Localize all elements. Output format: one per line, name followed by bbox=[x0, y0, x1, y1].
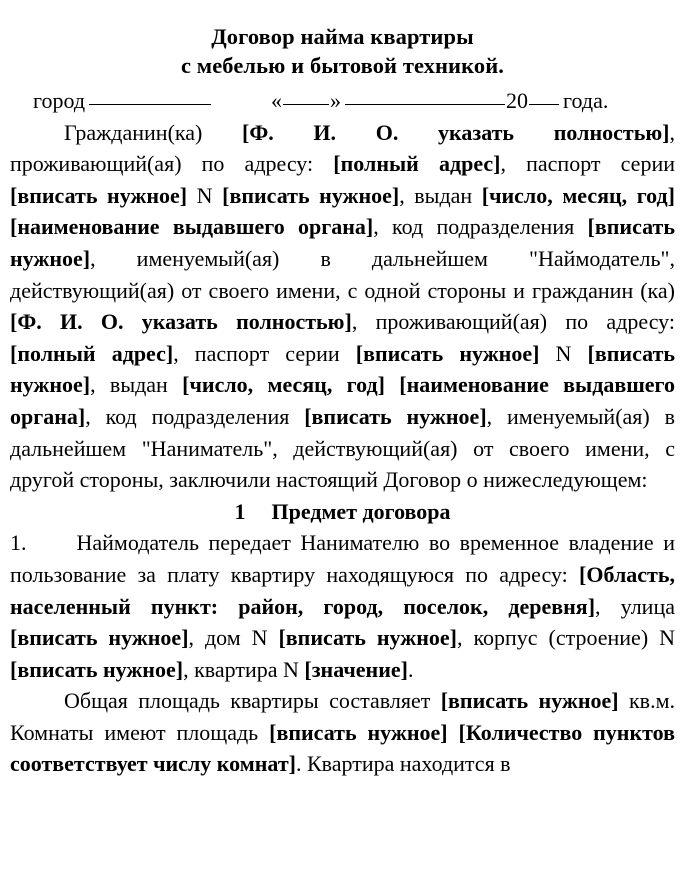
text-segment: , именуемый(ая) в дальнейшем "Наниматель", действующий(ая) от своего имени, с другой стороны, заключили настоящий Договор о нижеследующем: bbox=[10, 403, 675, 493]
document-title bbox=[10, 22, 675, 80]
year-suffix: года. bbox=[563, 88, 609, 113]
text-segment: , паспорт серии bbox=[173, 340, 356, 366]
text-segment: , код подразделения bbox=[373, 214, 588, 240]
quote-open: « bbox=[271, 88, 283, 113]
text-segment: N bbox=[187, 182, 223, 208]
clause-number: 1. bbox=[10, 530, 27, 556]
placeholder-address[interactable]: [полный адрес] bbox=[333, 151, 501, 177]
text-segment: , выдан bbox=[90, 372, 183, 398]
placeholder-total-area[interactable]: [вписать нужное] bbox=[440, 688, 619, 714]
placeholder-passport-number[interactable]: [вписать нужное] bbox=[222, 182, 400, 208]
placeholder-department-code[interactable]: [вписать нужное] bbox=[10, 214, 675, 271]
day-blank-field[interactable] bbox=[283, 104, 329, 105]
text-segment: , проживающий(ая) по адресу: bbox=[10, 119, 675, 177]
city-and-date-line bbox=[10, 85, 675, 117]
year-prefix: 20 bbox=[506, 88, 529, 113]
city-label: город bbox=[33, 88, 86, 113]
placeholder-building-number[interactable]: [вписать нужное] bbox=[10, 656, 184, 682]
section-heading-1 bbox=[10, 496, 675, 528]
placeholder-issuing-authority[interactable]: [наименование выдавшего органа] bbox=[10, 372, 676, 429]
placeholder-full-name[interactable]: [Ф. И. О. указать полностью] bbox=[242, 119, 670, 145]
clause-apartment-area bbox=[10, 685, 675, 780]
text-segment: , улица bbox=[595, 593, 675, 619]
text-segment: , паспорт серии bbox=[500, 151, 675, 177]
clause-1-1 bbox=[10, 527, 675, 685]
document-title-line-1: Договор найма квартиры bbox=[211, 24, 474, 49]
section-title: Предмет договора bbox=[271, 498, 451, 524]
text-segment bbox=[448, 720, 459, 745]
placeholder-room-area[interactable]: [вписать нужное] bbox=[269, 719, 448, 745]
placeholder-passport-number[interactable]: [вписать нужное] bbox=[10, 340, 676, 398]
text-segment: , дом N bbox=[188, 625, 279, 651]
text-segment: , код подразделения bbox=[85, 403, 305, 429]
text-segment: Гражданин(ка) bbox=[64, 119, 243, 145]
text-segment: Общая площадь квартиры составляет bbox=[64, 688, 441, 714]
placeholder-full-name[interactable]: [Ф. И. О. указать полностью] bbox=[10, 309, 352, 335]
text-segment: , квартира N bbox=[183, 656, 305, 682]
section-number: 1 bbox=[234, 498, 246, 524]
placeholder-passport-series[interactable]: [вписать нужное] bbox=[10, 182, 188, 208]
placeholder-apartment-number[interactable]: [значение] bbox=[304, 656, 408, 682]
city-blank-field[interactable] bbox=[89, 104, 211, 105]
placeholder-street[interactable]: [вписать нужное] bbox=[10, 625, 189, 651]
document-title-line-2: с мебелью и бытовой техникой. bbox=[180, 53, 505, 78]
quote-close: » bbox=[330, 88, 342, 113]
text-segment: . Квартира находится в bbox=[295, 751, 511, 777]
placeholder-address[interactable]: [полный адрес] bbox=[10, 340, 174, 366]
placeholder-issue-date[interactable]: [число, месяц, год] bbox=[481, 182, 675, 208]
text-segment: , проживающий(ая) по адресу: bbox=[351, 309, 675, 335]
text-segment: , корпус (строение) N bbox=[457, 625, 675, 651]
text-segment: N bbox=[539, 340, 588, 366]
text-segment bbox=[385, 372, 399, 397]
placeholder-issue-date[interactable]: [число, месяц, год] bbox=[182, 372, 385, 398]
text-segment: . bbox=[407, 656, 414, 682]
text-segment: Наймодатель передает Нанимателю во временное владение и пользование за плату квартиру находящуюся по адресу: bbox=[10, 530, 675, 587]
placeholder-issuing-authority[interactable]: [наименование выдавшего органа] bbox=[10, 214, 374, 240]
year-blank-field[interactable] bbox=[529, 104, 559, 105]
placeholder-region-locality[interactable]: [Область, населенный пункт: район, город, поселок, деревня] bbox=[10, 561, 675, 619]
text-segment: , выдан bbox=[399, 182, 482, 208]
placeholder-passport-series[interactable]: [вписать нужное] bbox=[355, 340, 540, 366]
text-segment: кв.м. Комнаты имеют площадь bbox=[10, 688, 675, 745]
text-segment: , именуемый(ая) в дальнейшем "Наймодатель", действующий(ая) от своего имени, с одной стороны и гражданин (ка) bbox=[10, 245, 675, 303]
paragraph-party-one bbox=[10, 117, 675, 496]
placeholder-department-code[interactable]: [вписать нужное] bbox=[304, 403, 487, 429]
placeholder-room-count-note[interactable]: [Количество пунктов соответствует числу комнат] bbox=[10, 719, 675, 777]
placeholder-house-number[interactable]: [вписать нужное] bbox=[278, 625, 457, 651]
month-blank-field[interactable] bbox=[345, 104, 505, 105]
